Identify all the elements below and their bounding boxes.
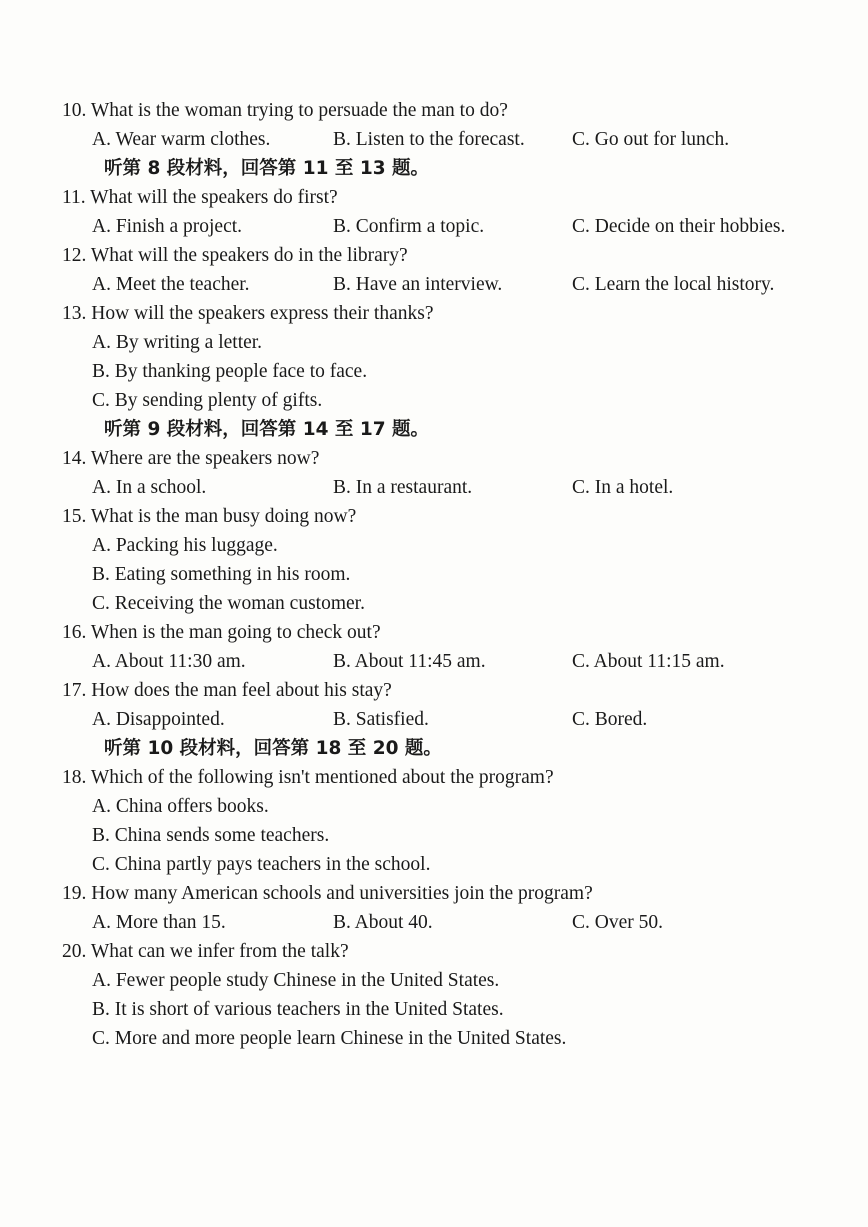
question-16-option-b: B. About 11:45 am.	[333, 651, 486, 672]
question-10-option-a: A. Wear warm clothes.	[92, 129, 271, 150]
question-18-option-a: A. China offers books.	[92, 796, 269, 817]
question-10-option-c: C. Go out for lunch.	[572, 129, 730, 150]
question-12-stem: 12. What will the speakers do in the library?	[62, 245, 408, 266]
question-20-option-a: A. Fewer people study Chinese in the United States.	[92, 970, 500, 991]
question-17-stem: 17. How does the man feel about his stay?	[62, 680, 392, 701]
question-20-stem: 20. What can we infer from the talk?	[62, 941, 349, 962]
question-12-option-b: B. Have an interview.	[333, 274, 503, 295]
section-10-instruction: 听第 10 段材料，回答第 18 至 20 题。	[104, 738, 442, 759]
question-20-option-c: C. More and more people learn Chinese in the United States.	[92, 1028, 567, 1049]
question-12-option-c: C. Learn the local history.	[572, 274, 775, 295]
question-15-option-c: C. Receiving the woman customer.	[92, 593, 365, 614]
question-14-option-a: A. In a school.	[92, 477, 207, 498]
question-13-option-a: A. By writing a letter.	[92, 332, 263, 353]
question-20-option-b: B. It is short of various teachers in the United States.	[92, 999, 504, 1020]
question-14-option-b: B. In a restaurant.	[333, 477, 473, 498]
question-15-stem: 15. What is the man busy doing now?	[62, 506, 357, 527]
question-19-option-b: B. About 40.	[333, 912, 433, 933]
question-18-stem: 18. Which of the following isn't mentioned about the program?	[62, 767, 554, 788]
question-17-option-a: A. Disappointed.	[92, 709, 225, 730]
question-15-option-a: A. Packing his luggage.	[92, 535, 278, 556]
question-13-option-b: B. By thanking people face to face.	[92, 361, 368, 382]
question-17-option-c: C. Bored.	[572, 709, 648, 730]
question-13-stem: 13. How will the speakers express their thanks?	[62, 303, 434, 324]
question-17-option-b: B. Satisfied.	[333, 709, 429, 730]
question-19-stem: 19. How many American schools and universities join the program?	[62, 883, 593, 904]
section-8-instruction: 听第 8 段材料，回答第 11 至 13 题。	[104, 158, 430, 179]
question-15-option-b: B. Eating something in his room.	[92, 564, 351, 585]
question-13-option-c: C. By sending plenty of gifts.	[92, 390, 323, 411]
question-10-option-b: B. Listen to the forecast.	[333, 129, 525, 150]
question-19-option-a: A. More than 15.	[92, 912, 226, 933]
question-11-stem: 11. What will the speakers do first?	[62, 187, 338, 208]
question-16-option-c: C. About 11:15 am.	[572, 651, 725, 672]
question-11-option-a: A. Finish a project.	[92, 216, 243, 237]
question-11-option-b: B. Confirm a topic.	[333, 216, 485, 237]
section-9-instruction: 听第 9 段材料，回答第 14 至 17 题。	[104, 419, 430, 440]
question-11-option-c: C. Decide on their hobbies.	[572, 216, 786, 237]
question-12-option-a: A. Meet the teacher.	[92, 274, 250, 295]
question-14-stem: 14. Where are the speakers now?	[62, 448, 320, 469]
question-18-option-b: B. China sends some teachers.	[92, 825, 330, 846]
question-14-option-c: C. In a hotel.	[572, 477, 674, 498]
question-16-option-a: A. About 11:30 am.	[92, 651, 246, 672]
question-16-stem: 16. When is the man going to check out?	[62, 622, 381, 643]
question-10-stem: 10. What is the woman trying to persuade the man to do?	[62, 100, 508, 121]
question-19-option-c: C. Over 50.	[572, 912, 663, 933]
question-18-option-c: C. China partly pays teachers in the school.	[92, 854, 431, 875]
